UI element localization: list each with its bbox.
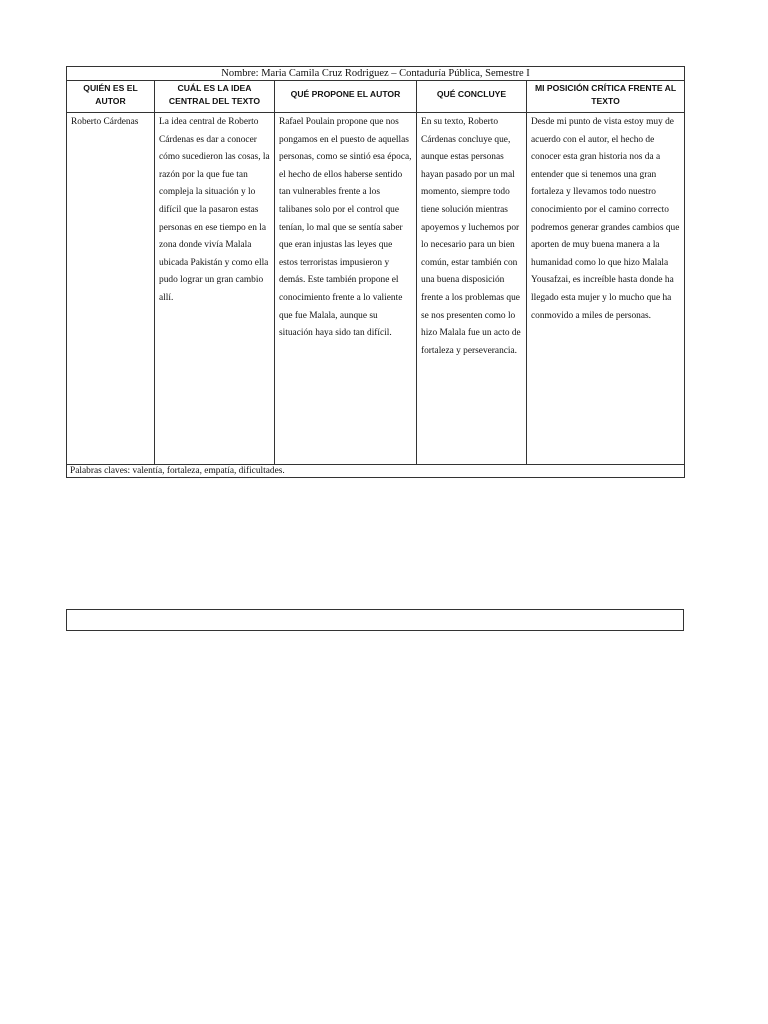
cell-critical-position: Desde mi punto de vista estoy muy de acuerdo con el autor, el hecho de conocer esta gran historia nos da a entender que si tenemos una gran fortaleza y llevamos todo nuestro conocimiento por el camino correcto podremos generar grandes cambios que aporten de muy buena manera a la humanidad como lo que hizo Malala Yousafzai, es increíble hasta donde ha llegado esta mujer y lo mucho que ha conmovido a miles de personas. <box>527 113 685 465</box>
cell-conclusion: En su texto, Roberto Cárdenas concluye que, aunque estas personas hayan pasado por un mal momento, siempre todo tiene solución mientras apoyemos y luchemos por lo necesario para un bien común, estar también con una buena disposición frente a los problemas que se nos presenten como lo hizo Malala fue un acto de fortaleza y perseverancia. <box>417 113 527 465</box>
header-central-idea: CUÁL ES LA IDEA CENTRAL DEL TEXTO <box>155 81 275 113</box>
header-critical-position: MI POSICIÓN CRÍTICA FRENTE AL TEXTO <box>527 81 685 113</box>
header-author-proposal: QUÉ PROPONE EL AUTOR <box>275 81 417 113</box>
cell-author: Roberto Cárdenas <box>67 113 155 465</box>
cell-central-idea: La idea central de Roberto Cárdenas es dar a conocer cómo sucedieron las cosas, la razón por la que fue tan compleja la situación y lo difícil que la pasaron estas personas en ese tiempo en la zona donde vivía Malala ubicada Pakistán y como ella pudo lograr un gran cambio allí. <box>155 113 275 465</box>
document-title: Nombre: Maria Camila Cruz Rodriguez – Contaduría Pública, Semestre I <box>67 67 685 81</box>
empty-text-box <box>66 609 684 631</box>
cell-author-proposal: Rafael Poulain propone que nos pongamos en el puesto de aquellas personas, como se sintió esa época, el hecho de ellos haberse sentido tan vulnerables frente a los talibanes solo por el control que tenían, lo mal que se sentía saber que eran injustas las leyes que estos terroristas impusieron y demás. Este también propone el conocimiento frente a lo valiente que fue Malala, aunque su situación haya sido tan difícil. <box>275 113 417 465</box>
keywords-row <box>67 465 685 478</box>
content-row <box>67 113 685 465</box>
header-author: QUIÉN ES EL AUTOR <box>67 81 155 113</box>
title-row <box>67 67 685 81</box>
header-conclusion: QUÉ CONCLUYE <box>417 81 527 113</box>
keywords: Palabras claves: valentía, fortaleza, empatía, dificultades. <box>67 465 685 478</box>
analysis-table <box>66 66 685 478</box>
header-row <box>67 81 685 113</box>
